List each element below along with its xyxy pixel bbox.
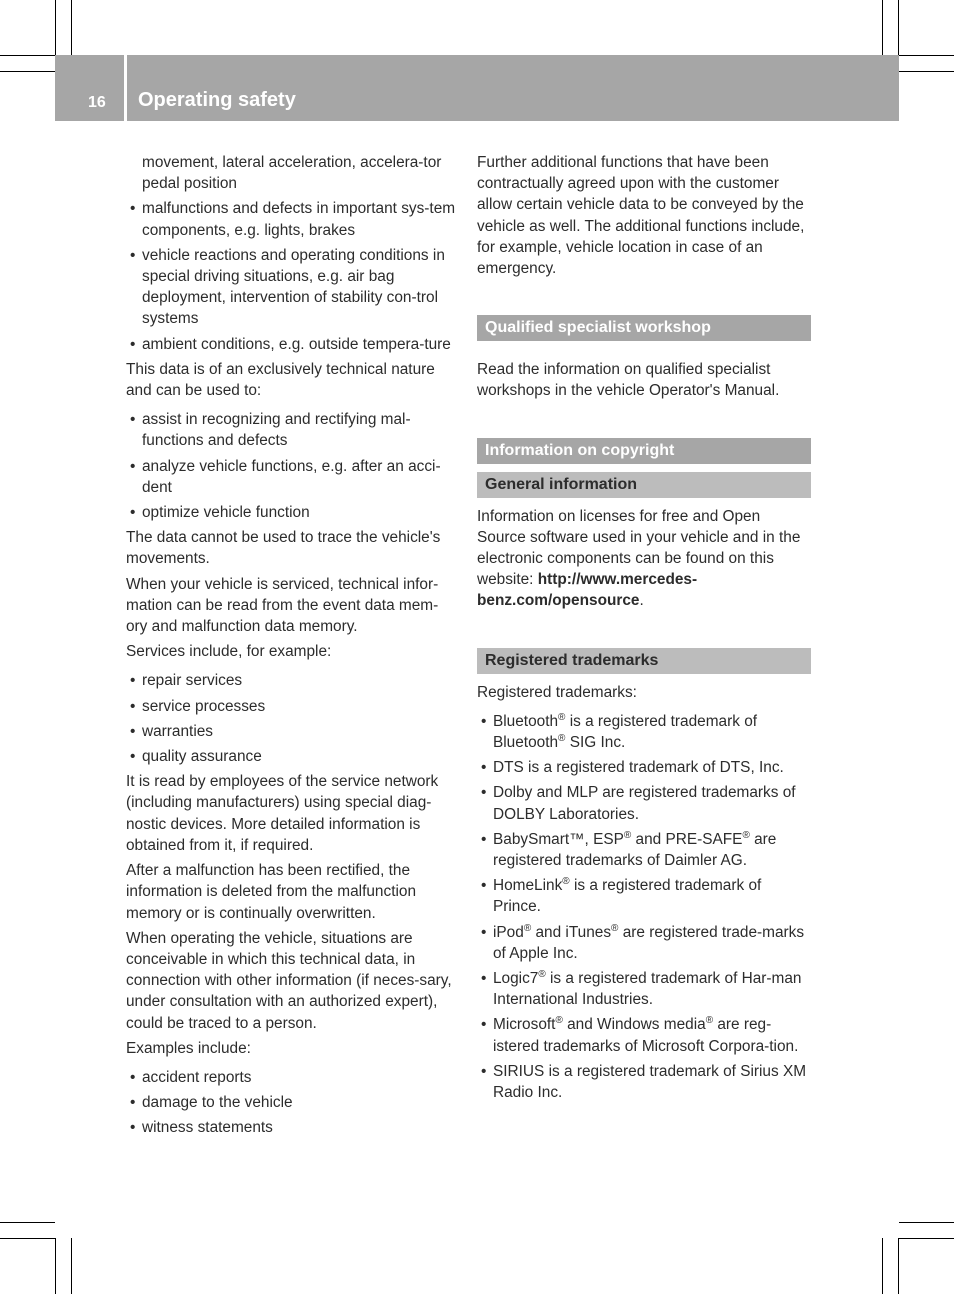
registered-mark: ® [558,711,566,723]
crop-mark [55,0,56,55]
list-item [477,875,811,917]
crop-mark [899,1238,954,1239]
tm-text: are reg-istered trademarks of Microsoft Corpora-tion. [493,1016,799,1055]
list-item: • Dolby and MLP are registered trademarks of DOLBY Laboratories. [477,782,811,824]
paragraph-opensource [477,506,811,612]
list-item: • quality assurance [126,746,458,767]
right-column [477,152,811,1107]
tm-text: iPod [493,923,524,941]
period: . [639,592,644,610]
opensource-link[interactable]: http://www.mercedes-benz.com/opensource [477,571,698,610]
list-item: • assist in recognizing and rectifying mal-functions and defects [126,409,458,451]
list-item: • damage to the vehicle [126,1092,458,1113]
crop-mark [0,1222,55,1223]
tm-text: is a registered trademark of Prince. [493,877,762,916]
tm-text: Logic7 [493,970,539,988]
section-title: Operating safety [138,89,296,111]
list-item: • service processes [126,696,458,717]
bullet-list-uses [126,409,458,523]
paragraph: Examples include: [126,1039,251,1057]
tm-text: and iTunes [531,923,612,941]
list-item [477,829,811,871]
list-item [477,968,811,1010]
paragraph: Further additional functions that have been contractually agreed upon with the customer allow certain vehicle data to be conveyed by the vehicle as well. The additional functions include, for example, vehicle location in case of an emergency. [477,154,805,278]
list-item: • ambient conditions, e.g. outside tempera-ture [126,334,458,355]
registered-mark: ® [562,876,570,888]
crop-mark [882,1238,883,1294]
heading-general-information: General information [477,472,811,498]
registered-mark: ® [555,1015,563,1027]
crop-mark [71,0,72,55]
crop-mark [898,0,899,55]
crop-mark [882,0,883,55]
list-item: • accident reports [126,1067,458,1088]
list-item: • repair services [126,670,458,691]
opensource-text: Information on licenses for free and Open Source software used in your vehicle and in the electronic components can be found on this website: [477,507,801,589]
crop-mark [0,71,55,72]
list-item: • malfunctions and defects in important sys-tem components, e.g. lights, brakes [126,198,458,240]
registered-mark: ® [611,922,619,934]
paragraph: After a malfunction has been rectified, the information is deleted from the malfunction memory or is continually overwritten. [126,862,417,922]
paragraph: It is read by employees of the service network (including manufacturers) using special diag-nostic devices. More detailed information is obtained from it, if required. [126,773,439,854]
tm-text: and Windows media [562,1016,706,1034]
crop-mark [0,1238,55,1239]
registered-mark: ® [705,1015,714,1027]
crop-mark [55,1238,56,1294]
bullet-list-recorded-data [126,198,458,354]
crop-mark [899,71,954,72]
header-divider [124,55,127,121]
list-item: • analyze vehicle functions, e.g. after an acci-dent [126,456,458,498]
tm-text: HomeLink [493,877,563,895]
paragraph: When operating the vehicle, situations are conceivable in which this technical data, in connection with other information (if neces-sary, under consultation with an authorized expert), could be traced to a person. [126,929,452,1032]
bullet-list-services [126,670,458,767]
tm-text: Microsoft [493,1016,556,1034]
crop-mark [898,1238,899,1294]
paragraph: The data cannot be used to trace the vehicle's movements. [126,529,441,568]
registered-mark: ® [523,922,532,934]
tm-text: is a registered trademark of Bluetooth [493,712,758,752]
tm-text: SIG Inc. [565,734,626,752]
list-item [477,711,811,753]
heading-qualified-workshop: Qualified specialist workshop [477,315,811,341]
list-item: • SIRIUS is a registered trademark of Sirius XM Radio Inc. [477,1061,811,1103]
left-column [126,152,458,1143]
continued-bullet: movement, lateral acceleration, accelera-tor pedal position [142,154,442,193]
registered-mark: ® [742,829,750,841]
crop-mark [0,55,55,56]
crop-mark [71,1238,72,1294]
list-item [477,922,811,964]
registered-mark: ® [558,733,566,745]
registered-mark: ® [623,829,632,841]
trademark-list [477,711,811,1103]
tm-text: are registered trademarks of Daimler AG. [493,830,777,870]
paragraph: Read the information on qualified specialist workshops in the vehicle Operator's Manual. [477,361,780,400]
heading-registered-trademarks: Registered trademarks [477,648,811,674]
tm-text: BabySmart™, ESP [493,830,624,848]
registered-mark: ® [538,969,546,981]
paragraph: This data is of an exclusively technical nature and can be used to: [126,360,435,400]
paragraph: Registered trademarks: [477,683,637,701]
paragraph: When your vehicle is serviced, technical infor-mation can be read from the event data mem-ory and malfunction data memory. [126,575,439,636]
list-item: • warranties [126,721,458,742]
tm-text: is a registered trademark of Har-man International Industries. [493,970,802,1009]
page-number: 16 [88,94,106,111]
tm-text: Bluetooth [493,712,559,730]
tm-text: and PRE-SAFE [631,830,743,848]
list-item [477,1014,811,1056]
bullet-list-examples [126,1067,458,1139]
paragraph: Services include, for example: [126,643,332,661]
crop-mark [899,55,954,56]
list-item: • vehicle reactions and operating conditions in special driving situations, e.g. air bag deployment, intervention of stability con-trol systems [126,245,458,330]
crop-mark [899,1222,954,1223]
list-item: • witness statements [126,1117,458,1138]
heading-copyright: Information on copyright [477,438,811,464]
tm-text: are registered trade-marks of Apple Inc. [493,923,805,962]
list-item: • optimize vehicle function [126,502,458,523]
list-item: • DTS is a registered trademark of DTS, Inc. [477,757,811,778]
